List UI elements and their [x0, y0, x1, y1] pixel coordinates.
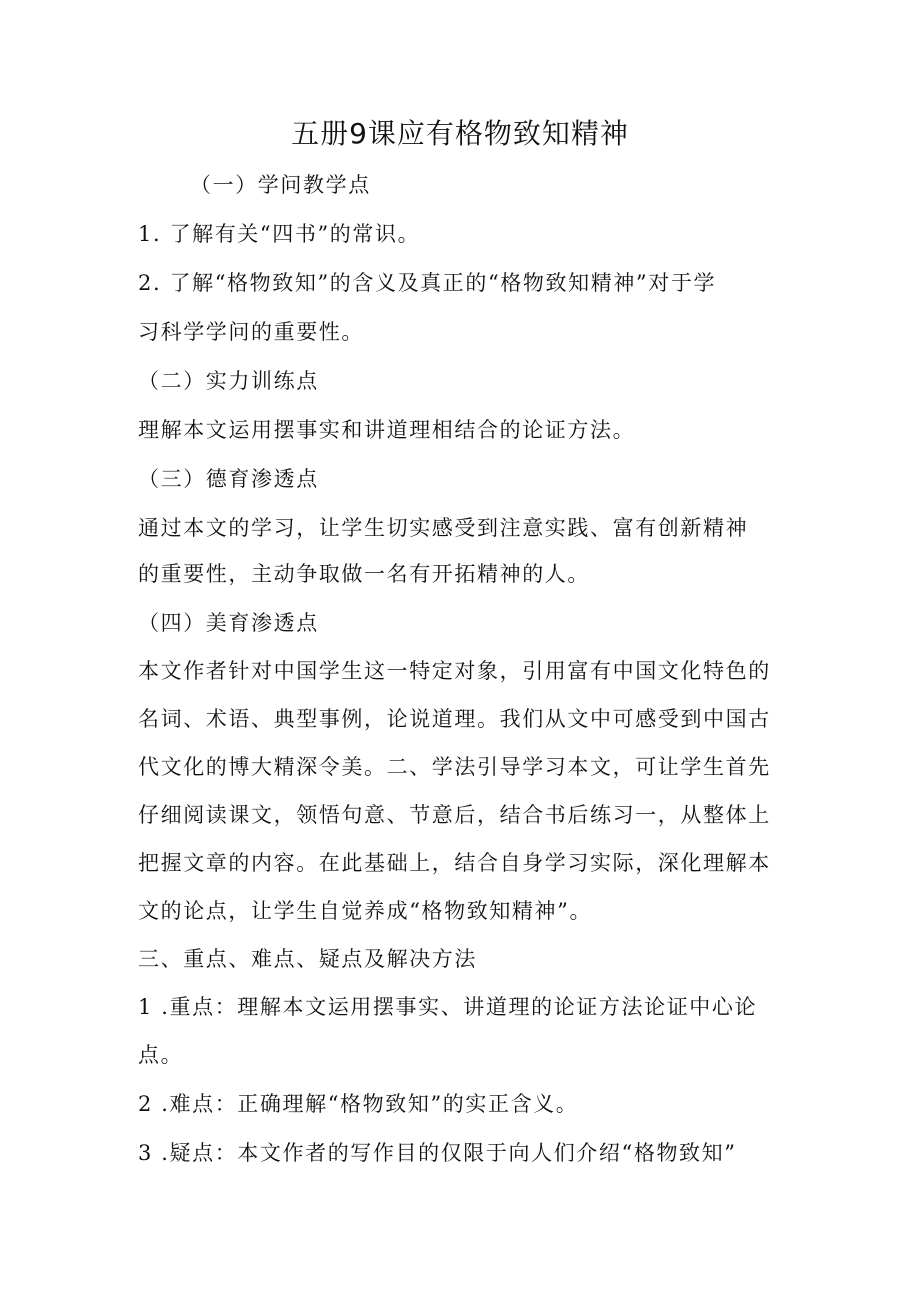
paragraph-line: 文的论点，让学生自觉养成“格物致知精神”。: [138, 899, 593, 923]
paragraph-line: 名词、术语、典型事例，论说道理。我们从文中可感受到中国古: [138, 707, 771, 731]
paragraph-line: 理解本文运用摆事实和讲道理相结合的论证方法。: [138, 418, 636, 442]
section-heading-keypoints: 三、重点、难点、疑点及解决方法: [138, 947, 477, 971]
section-heading-skill: （二）实力训练点: [138, 369, 319, 393]
paragraph-line: 的重要性，主动争取做一名有开拓精神的人。: [138, 562, 590, 586]
paragraph-line: 代文化的博大精深令美。二、学法引导学习本文，可让学生首先: [138, 755, 771, 779]
paragraph-line: 通过本文的学习，让学生切实感受到注意实践、富有创新精神: [138, 516, 749, 540]
list-item: 1 .重点：理解本文运用摆事实、讲道理的论证方法论证中心论: [138, 995, 758, 1019]
paragraph-line: 仔细阅读课文，领悟句意、节意后，结合书后练习一，从整体上: [138, 803, 771, 827]
paragraph-line: 把握文章的内容。在此基础上，结合自身学习实际，深化理解本: [138, 851, 771, 875]
list-item: 2. 了解“格物致知”的含义及真正的“格物致知精神”对于学: [138, 271, 717, 295]
paragraph-line: 点。: [138, 1043, 184, 1067]
section-heading-knowledge: （一）学问教学点: [190, 173, 371, 197]
list-item: 1. 了解有关“四书”的常识。: [138, 222, 421, 246]
list-item: 3 .疑点：本文作者的写作目的仅限于向人们介绍“格物致知”: [138, 1141, 737, 1165]
section-heading-moral: （三）德育渗透点: [138, 467, 319, 491]
list-item: 2 .难点：正确理解“格物致知”的实正含义。: [138, 1092, 579, 1116]
paragraph-line: 习科学学问的重要性。: [138, 320, 364, 344]
paragraph-line: 本文作者针对中国学生这一特定对象，引用富有中国文化特色的: [138, 659, 771, 683]
document-title: 五册9课应有格物致知精神: [291, 117, 629, 150]
section-heading-aesthetic: （四）美育渗透点: [138, 611, 319, 635]
